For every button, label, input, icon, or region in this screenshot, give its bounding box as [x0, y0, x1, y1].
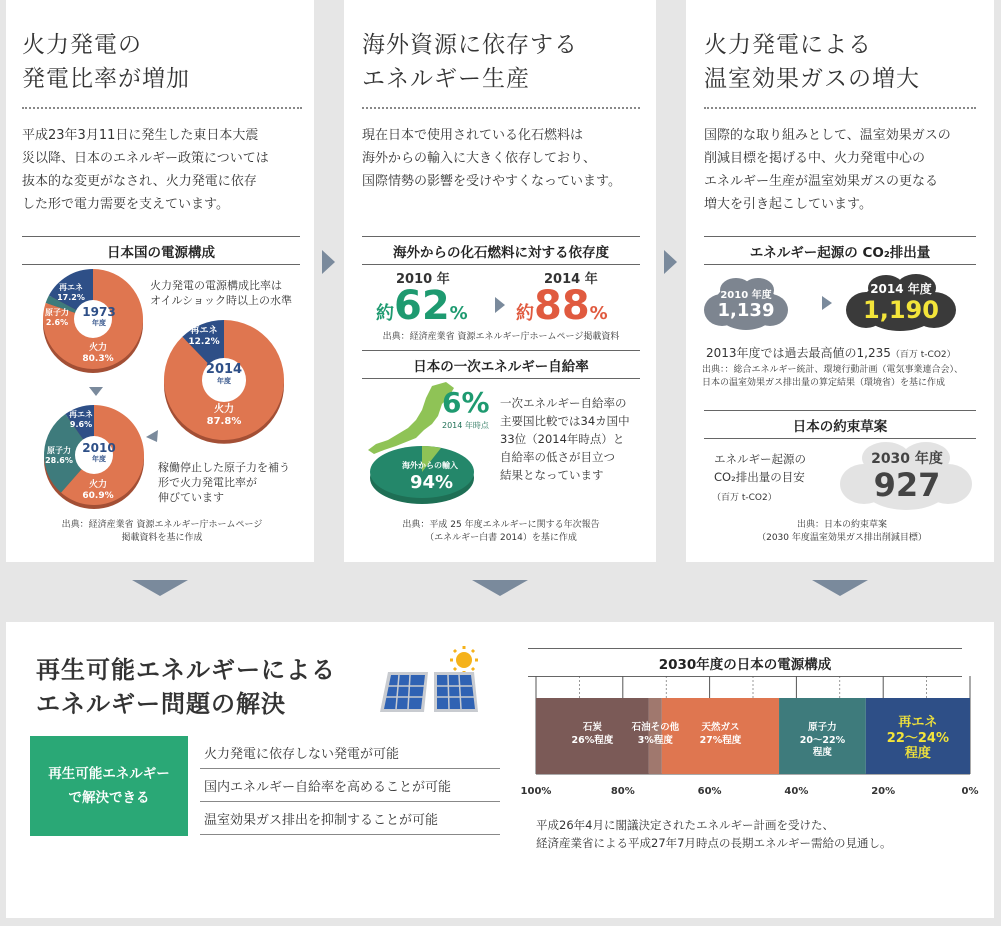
co2-2014-value: 1,190 — [863, 296, 939, 324]
promise-2030-year: 2030 年度 — [871, 451, 943, 467]
pie2014-year: 2014 — [205, 362, 243, 377]
panel2-section2-title: 日本の一次エネルギー自給率 — [362, 350, 640, 379]
arrow-right-2 — [664, 250, 677, 274]
power-mix-2030-chart — [506, 676, 986, 812]
bar-label-value-4: 22～24% — [886, 731, 950, 746]
pie2010-renew — [66, 410, 96, 430]
panel3-source2: 出典：日本の約束草案 （2030 年度温室効果ガス排出削減目標） — [757, 520, 927, 543]
panel-thermal-ratio — [6, 0, 314, 562]
pie2014-renew-label: 再エネ — [190, 326, 218, 336]
pie2010-year: 2010 — [82, 441, 116, 455]
solution-item — [200, 802, 500, 835]
arrow-down-3 — [812, 580, 868, 596]
pie2014-renew-value: 12.2% — [188, 337, 220, 347]
panel1-body: 平成23年3月11日に発生した東日本大震 災以降、日本のエネルギー政策については 抜本的な変更がなされ、火力発電に依存 した形で電力需要を支えています。 — [22, 128, 269, 212]
pie2010-renew-value: 9.6% — [69, 420, 93, 429]
dep-2010-number: 62 — [394, 283, 450, 329]
sun-icon — [450, 646, 478, 674]
panel-foreign-dependence — [344, 0, 656, 562]
pie2010-nuclear-label: 原子力 — [47, 446, 71, 455]
co2-max-text: 2013年度では過去最高値の1,235 — [706, 346, 891, 360]
panel2-source2: 出典：平成 25 年度エネルギーに関する年次報告 （エネルギー白書 2014）を基に作成 — [402, 520, 600, 543]
arrow-down-1973-2010 — [89, 387, 103, 396]
panel2-title-line2: エネルギー生産 — [362, 66, 530, 92]
panel3-body: 国際的な取り組みとして、温室効果ガスの 削減目標を掲げる中、火力発電中心の エネルギー生産が温室効果ガスの更なる 増大を引き起こしています。 — [704, 128, 951, 212]
dep-2014-value — [516, 284, 608, 328]
dep-2014-approx: 約 — [516, 303, 534, 324]
bar-label-value-1: 3%程度 — [637, 735, 673, 746]
x-tick-label: 100% — [520, 786, 552, 797]
solution-list — [200, 736, 500, 835]
solution-item-label: 国内エネルギー自給率を高めることが可能 — [204, 779, 452, 795]
solution-item-label: 温室効果ガス排出を抑制することが可能 — [204, 812, 439, 828]
chart-note: 平成26年4月に閣議決定されたエネルギー計画を受けた、 経済産業省による平成27年7月時点の長期エネルギー需給の見通し。 — [536, 818, 892, 850]
pie2014-thermal — [202, 404, 246, 428]
pie2014-thermal-value: 87.8% — [206, 416, 242, 427]
pie2010-nuclear — [43, 446, 75, 466]
pie2010-thermal-value: 60.9% — [82, 491, 114, 501]
x-tick-label: 80% — [610, 786, 635, 797]
solution-item-label: 火力発電に依存しない発電が可能 — [204, 746, 400, 762]
co2-arrow — [822, 296, 832, 310]
self-rate-value: 6% — [442, 386, 490, 419]
pie1973-renew-label: 再エネ — [59, 283, 83, 292]
chart-ticks — [521, 786, 979, 797]
panel3-section2-title: 日本の約束草案 — [704, 410, 976, 439]
pie1973-thermal — [78, 343, 118, 365]
bottom-title-line1: 再生可能エネルギーによる — [36, 656, 336, 684]
promise-2030 — [852, 448, 962, 502]
pie1973-year: 1973 — [82, 305, 116, 319]
panel2-source1: 出典：経済産業省 資源エネルギー庁ホームページ掲載資料 — [382, 332, 620, 342]
bar-label-name-1: 石油その他 — [631, 722, 680, 733]
pie1973-center — [79, 306, 119, 328]
pie2010-thermal-label: 火力 — [88, 480, 107, 490]
pie2014-center — [204, 363, 244, 386]
panel1-note-top: 火力発電の電源構成比率は オイルショック時以上の水準 — [150, 279, 292, 307]
pie2010-thermal — [78, 480, 118, 502]
panel-left — [380, 672, 428, 712]
bar-label-value-4: 程度 — [904, 746, 931, 761]
pie1973-thermal-value: 80.3% — [82, 354, 114, 364]
import-value: 94% — [410, 472, 454, 493]
x-tick-label: 60% — [697, 786, 722, 797]
panel2-body: 現在日本で使用されている化石燃料は 海外からの輸入に大きく依存しており、 国際情勢の影響を受けやすくなっています。 — [362, 128, 621, 189]
panel1-divider — [22, 107, 302, 109]
panel1-section-title: 日本国の電源構成 — [22, 236, 300, 265]
solution-item — [200, 736, 500, 769]
panel2-section1-title: 海外からの化石燃料に対する依存度 — [362, 236, 640, 265]
panel3-title-line1: 火力発電による — [704, 32, 872, 58]
promise-label: エネルギー起源の CO₂排出量の目安 — [714, 452, 806, 484]
bar-label-value-3: 20～22% — [799, 735, 846, 746]
dep-2014-pct: % — [589, 303, 608, 324]
co2-2010 — [706, 286, 786, 321]
solution-item — [200, 769, 500, 802]
x-tick-label: 40% — [784, 786, 809, 797]
pie2010-nuclear-value: 28.6% — [45, 456, 73, 465]
pie1973-unit: 年度 — [92, 319, 106, 327]
panel1-title-line1: 火力発電の — [22, 32, 142, 58]
bar-label-name-4: 再エネ — [898, 715, 938, 730]
arrow-down-2 — [472, 580, 528, 596]
pie2010-center — [79, 442, 119, 464]
panel2-title-line1: 海外資源に依存する — [362, 32, 578, 58]
pie2010-unit: 年度 — [92, 455, 106, 463]
co2-2014 — [856, 280, 946, 323]
panel1-title-line2: 発電比率が増加 — [22, 66, 190, 92]
co2-2010-year: 2010 年度 — [720, 290, 772, 301]
panel1-note-bottom: 稼働停止した原子力を補う 形で火力発電比率が 伸びています — [158, 461, 290, 504]
bar-label-value-0: 26%程度 — [571, 735, 614, 746]
solar-panel-icon — [374, 646, 504, 716]
dep-2014-number: 88 — [534, 283, 590, 329]
self-rate-time: 2014 年時点 — [442, 421, 489, 430]
panel3-divider — [704, 107, 976, 109]
pie2014-unit: 年度 — [217, 377, 231, 385]
dep-2014-year: 2014 年 — [544, 272, 598, 287]
pie1973-renew-value: 17.2% — [57, 293, 85, 302]
x-tick-label: 0% — [961, 786, 979, 797]
co2-2014-year: 2014 年度 — [870, 282, 932, 296]
green-box — [30, 736, 188, 836]
panel3-section1-title: エネルギー起源の CO₂排出量 — [704, 236, 976, 265]
panel-renewable-solution — [6, 622, 994, 918]
panel-greenhouse — [686, 0, 994, 562]
pie1973-renew — [56, 283, 86, 303]
arrow-up-2010-2014 — [146, 430, 158, 442]
bar-label-value-3: 程度 — [812, 747, 832, 758]
bar-label-name-0: 石炭 — [582, 722, 602, 733]
pie2010-renew-label: 再エネ — [69, 410, 93, 419]
panel2-desc: 一次エネルギー自給率の 主要国比較では34カ国中 33位（2014年時点）と 自給率の低さが目立つ 結果となっています — [500, 396, 630, 482]
pie1973-nuclear-value: 2.6% — [45, 318, 69, 327]
arrow-down-1 — [132, 580, 188, 596]
import-label: 海外からの輸入 — [402, 461, 458, 470]
dep-2010-value — [376, 284, 468, 328]
promise-unit: （百万 t-CO2） — [712, 493, 777, 503]
pie1973-nuclear — [42, 308, 72, 328]
dep-2010-pct: % — [449, 303, 468, 324]
pie1973-thermal-label: 火力 — [88, 343, 107, 353]
pie2014-thermal-label: 火力 — [214, 404, 234, 415]
pie1973-nuclear-label: 原子力 — [45, 308, 69, 317]
dep-2010-year: 2010 年 — [396, 272, 450, 287]
x-tick-label: 20% — [871, 786, 896, 797]
dep-2010-approx: 約 — [376, 303, 394, 324]
panel2-divider — [362, 107, 640, 109]
bottom-title-line2: エネルギー問題の解決 — [36, 690, 286, 718]
co2-2010-value: 1,139 — [717, 300, 775, 321]
panel3-source1: 出典：：総合エネルギー統計、環境行動計画（電気事業連合会）、 日本の温室効果ガス排出量の算定結果（環境省）を基に作成 — [702, 365, 964, 388]
bar-label-name-2: 天然ガス — [701, 722, 740, 733]
bar-label-value-2: 27%程度 — [699, 735, 742, 746]
panel3-title-line2: 温室効果ガスの増大 — [704, 66, 920, 92]
green-box-text: 再生可能エネルギー で解決できる — [48, 766, 170, 806]
bar-label-name-3: 原子力 — [808, 722, 837, 733]
panel-right — [434, 672, 478, 712]
chart-title: 2030年度の日本の電源構成 — [528, 648, 962, 677]
dep-arrow — [495, 297, 505, 313]
co2-max-note — [706, 344, 956, 361]
panel1-source: 出典：経済産業省 資源エネルギー庁ホームページ 掲載資料を基に作成 — [61, 520, 263, 543]
co2-max-unit: （百万 t-CO2） — [890, 350, 956, 360]
arrow-right-1 — [322, 250, 335, 274]
promise-2030-value: 927 — [873, 466, 941, 504]
pie2014-renew — [184, 326, 224, 348]
